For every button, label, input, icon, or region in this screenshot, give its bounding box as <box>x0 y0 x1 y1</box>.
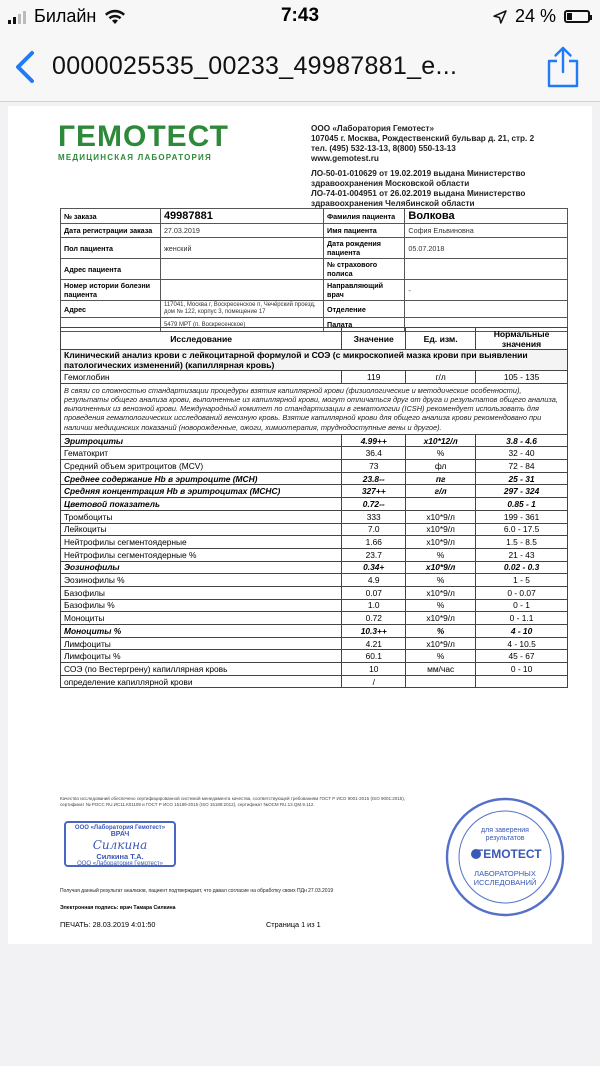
table-row <box>61 637 568 650</box>
result-value: 60.1 <box>342 650 406 663</box>
sex-label: Пол пациента <box>61 238 161 259</box>
history-label: Номер истории болезни пациента <box>61 280 161 301</box>
result-value: 1.0 <box>342 599 406 612</box>
table-row <box>61 460 568 473</box>
result-value: 333 <box>342 510 406 523</box>
result-name: Эозинофилы <box>61 561 342 574</box>
location-arrow-icon <box>493 10 507 24</box>
results-header-row <box>61 328 568 350</box>
result-unit: пг <box>406 472 476 485</box>
patient-address-value <box>160 259 323 280</box>
registration-label: Дата регистрации заказа <box>61 224 161 238</box>
result-unit: % <box>406 625 476 638</box>
info-row <box>61 301 568 318</box>
lab-phone: тел. (495) 532-13-13, 8(800) 550-13-13 <box>311 144 456 153</box>
document-page[interactable] <box>8 106 592 944</box>
result-value: 4.21 <box>342 637 406 650</box>
result-value: 0.72-- <box>342 498 406 511</box>
result-unit: x10*9/л <box>406 612 476 625</box>
result-norm: 199 - 361 <box>476 510 568 523</box>
consent-text: Получая данный результат анализов, пациент подтверждает, что давал согласие на обработку своих ПДн 27.03.2019 <box>60 888 334 894</box>
result-value: 119 <box>342 371 406 384</box>
result-norm: 72 - 84 <box>476 460 568 473</box>
result-unit: x10*12/л <box>406 434 476 447</box>
result-name: Гемоглобин <box>61 371 342 384</box>
note-row <box>61 383 568 434</box>
info-row <box>61 224 568 238</box>
result-unit: % <box>406 650 476 663</box>
table-row <box>61 447 568 460</box>
result-unit <box>406 675 476 688</box>
result-name: Нейтрофилы сегментоядерные <box>61 536 342 549</box>
result-value: / <box>342 675 406 688</box>
info-row <box>61 209 568 224</box>
extra-value: 5479 МРТ (п. Воскресенское) <box>160 318 323 332</box>
result-norm: 45 - 67 <box>476 650 568 663</box>
patient-address-label: Адрес пациента <box>61 259 161 280</box>
seal-line-4: ИССЛЕДОВАНИЙ <box>473 878 537 887</box>
result-name: Моноциты % <box>61 625 342 638</box>
license-2b: здравоохранения Челябинской области <box>311 199 475 208</box>
result-value: 7.0 <box>342 523 406 536</box>
stamp-doctor-name: Силкина Т.А. <box>96 852 144 861</box>
result-norm: 1 - 5 <box>476 574 568 587</box>
result-name: Среднее содержание Hb в эритроците (MCH) <box>61 472 342 485</box>
result-value: 4.9 <box>342 574 406 587</box>
table-row <box>61 371 568 384</box>
battery-icon <box>564 10 590 23</box>
result-unit: x10*9/л <box>406 637 476 650</box>
result-name: Лимфоциты <box>61 637 342 650</box>
lab-seal <box>444 796 566 918</box>
page-counter: Страница 1 из 1 <box>266 920 321 929</box>
result-name: Лимфоциты % <box>61 650 342 663</box>
result-norm <box>476 675 568 688</box>
result-norm: 3.8 - 4.6 <box>476 434 568 447</box>
info-row <box>61 238 568 259</box>
table-row <box>61 612 568 625</box>
result-norm: 105 - 135 <box>476 371 568 384</box>
ward-label: Палата <box>324 318 405 332</box>
lab-name: ООО «Лаборатория Гемотест» <box>311 124 435 133</box>
result-norm: 0 - 0.07 <box>476 586 568 599</box>
table-row <box>61 523 568 536</box>
print-timestamp: ПЕЧАТЬ: 28.03.2019 4:01:50 <box>60 920 156 929</box>
result-name: Нейтрофилы сегментоядерные % <box>61 548 342 561</box>
info-row <box>61 259 568 280</box>
result-unit: x10*9/л <box>406 536 476 549</box>
result-value: 1.66 <box>342 536 406 549</box>
surname-value: Волкова <box>405 209 568 224</box>
registration-value: 27.03.2019 <box>160 224 323 238</box>
seal-line-1: для заверения <box>481 827 529 834</box>
capillary-note: В связи со сложностью стандартизации процедуры взятия капиллярной крови (физиологические и методические особенности), результаты общего анализа крови, выполненные из капиллярной крови, могут отличаться друг от друга и результатов общего анализа, выполненных из венозной крови. Международный комитет по стандартизации в гематологии (ICSH) рекомендует использовать для проведения гематологических исследований венозную кровь. Взятие капиллярной крови для общего анализа крови рекомендовано при наличии медицинских показаний (новорожденные, ожоги, химиотерапия, труднодоступные вены и другое). <box>61 383 568 434</box>
policy-value <box>405 259 568 280</box>
back-chevron-icon[interactable] <box>12 50 38 84</box>
table-row <box>61 625 568 638</box>
stamp-org-top: ООО «Лаборатория Гемотест» <box>74 825 166 831</box>
result-value: 4.99++ <box>342 434 406 447</box>
result-name: Средний объем эритроцитов (MCV) <box>61 460 342 473</box>
col-norm: Нормальные значения <box>476 328 568 350</box>
table-row <box>61 599 568 612</box>
result-name: Эритроциты <box>61 434 342 447</box>
result-name: Эозинофилы % <box>61 574 342 587</box>
result-value: 0.07 <box>342 586 406 599</box>
result-norm: 0.85 - 1 <box>476 498 568 511</box>
result-name: СОЭ (по Вестергрену) капиллярная кровь <box>61 663 342 676</box>
dob-label: Дата рождения пациента <box>324 238 405 259</box>
seal-brand: ГЕМОТЕСТ <box>476 847 542 861</box>
stamp-org-bottom: ООО «Лаборатория Гемотест» <box>77 861 163 867</box>
license-1b: здравоохранения Московской области <box>311 179 470 188</box>
result-value: 23.8-- <box>342 472 406 485</box>
result-unit: г/л <box>406 485 476 498</box>
col-test: Исследование <box>61 328 342 350</box>
dob-value: 05.07.2018 <box>405 238 568 259</box>
stamp-role: ВРАЧ <box>110 831 130 838</box>
results-table <box>60 327 568 688</box>
result-norm: 4 - 10 <box>476 625 568 638</box>
result-unit: мм/час <box>406 663 476 676</box>
table-row <box>61 434 568 447</box>
name-value: София Ельвиновна <box>405 224 568 238</box>
sex-value: женский <box>160 238 323 259</box>
lab-site: www.gemotest.ru <box>311 154 379 163</box>
result-norm: 0.02 - 0.3 <box>476 561 568 574</box>
status-bar <box>0 0 600 34</box>
battery-percent: 24 % <box>514 6 556 26</box>
result-value: 36.4 <box>342 447 406 460</box>
department-value <box>405 301 568 318</box>
result-value: 0.72 <box>342 612 406 625</box>
doctor-value: - <box>405 280 568 301</box>
table-row <box>61 498 568 511</box>
result-value: 23.7 <box>342 548 406 561</box>
result-unit: x10*9/л <box>406 586 476 599</box>
result-norm: 0 - 1.1 <box>476 612 568 625</box>
result-name: Тромбоциты <box>61 510 342 523</box>
logo-subtitle: МЕДИЦИНСКАЯ ЛАБОРАТОРИЯ <box>58 153 212 162</box>
table-row <box>61 472 568 485</box>
license-2a: ЛО-74-01-004951 от 26.02.2019 выдана Министерство <box>311 189 526 198</box>
order-label: № заказа <box>61 209 161 224</box>
result-value: 10.3++ <box>342 625 406 638</box>
results-body <box>61 350 568 688</box>
order-value: 49987881 <box>160 209 323 224</box>
result-unit: % <box>406 574 476 587</box>
result-unit: % <box>406 548 476 561</box>
table-row <box>61 510 568 523</box>
address-label: Адрес <box>61 301 161 318</box>
lab-address: 107045 г. Москва, Рождественский бульвар д. 21, стр. 2 <box>311 134 535 143</box>
seal-line-2: результатов <box>485 835 525 842</box>
gemotest-logo <box>58 122 229 162</box>
logo-name: ГЕМОТЕСТ <box>58 120 229 153</box>
result-norm: 0 - 1 <box>476 599 568 612</box>
result-norm: 4 - 10.5 <box>476 637 568 650</box>
result-unit: x10*9/л <box>406 523 476 536</box>
surname-label: Фамилия пациента <box>324 209 405 224</box>
result-value: 10 <box>342 663 406 676</box>
result-name: Базофилы % <box>61 599 342 612</box>
table-row <box>61 650 568 663</box>
electronic-signature: Электронная подпись: врач Тамара Силкина <box>60 905 176 911</box>
result-name: Гематокрит <box>61 447 342 460</box>
clock: 7:43 <box>280 5 320 26</box>
result-unit <box>406 498 476 511</box>
table-row <box>61 675 568 688</box>
patient-info-table <box>60 208 568 332</box>
doctor-label: Направляющий врач <box>324 280 405 301</box>
quality-certificate-text: Качество исследований обеспечено сертифицированной системой менеджмента качества, соответствующей требованиям ГОСТ Р ИСО 9001-2015 (ISO 9001:2015), сертификат № РОСС RU.ИС11.К01109 и ГОСТ Р ИСО 15189-2015 (ISO 15189:2012), сертификат №ОСМ RU.13.QМ.9.112. <box>60 796 405 807</box>
department-label: Отделение <box>324 301 405 318</box>
result-value: 327++ <box>342 485 406 498</box>
col-value: Значение <box>342 328 406 350</box>
share-icon[interactable] <box>546 46 580 88</box>
result-norm: 25 - 31 <box>476 472 568 485</box>
col-unit: Ед. изм. <box>406 328 476 350</box>
policy-label: № страхового полиса <box>324 259 405 280</box>
navigation-bar <box>0 34 600 102</box>
info-row <box>61 280 568 301</box>
lab-details <box>311 124 534 209</box>
table-row <box>61 574 568 587</box>
license-1a: ЛО-50-01-010629 от 19.02.2019 выдана Министерство <box>311 169 526 178</box>
result-value: 73 <box>342 460 406 473</box>
result-unit: г/л <box>406 371 476 384</box>
result-norm: 1.5 - 8.5 <box>476 536 568 549</box>
result-norm: 32 - 40 <box>476 447 568 460</box>
history-value <box>160 280 323 301</box>
result-unit: x10*9/л <box>406 510 476 523</box>
result-unit: % <box>406 599 476 612</box>
name-label: Имя пациента <box>324 224 405 238</box>
result-name: Средняя концентрация Hb в эритроцитах (MCHC) <box>61 485 342 498</box>
stamp-signature: Силкина <box>92 838 148 852</box>
table-row <box>61 485 568 498</box>
result-unit: фл <box>406 460 476 473</box>
table-row <box>61 548 568 561</box>
address-value: 117041, Москва г, Воскресенское п, Чечёрский проезд, дом № 122, корпус 3, помещение 17 <box>160 301 323 318</box>
result-norm: 21 - 43 <box>476 548 568 561</box>
result-norm: 6.0 - 17.5 <box>476 523 568 536</box>
result-unit: x10*9/л <box>406 561 476 574</box>
result-norm: 297 - 324 <box>476 485 568 498</box>
table-row <box>61 536 568 549</box>
doctor-stamp <box>64 821 176 867</box>
table-row <box>61 561 568 574</box>
carrier-label: Билайн <box>34 6 97 26</box>
result-name: Лейкоциты <box>61 523 342 536</box>
result-name: Цветовой показатель <box>61 498 342 511</box>
result-name: определение капиллярной крови <box>61 675 342 688</box>
result-name: Моноциты <box>61 612 342 625</box>
status-right <box>493 6 590 27</box>
result-name: Базофилы <box>61 586 342 599</box>
section-title: Клинический анализ крови с лейкоцитарной формулой и СОЭ (с микроскопией мазка крови при выявлении патологических изменений) (капиллярная кровь) <box>61 350 568 371</box>
result-unit: % <box>406 447 476 460</box>
table-row <box>61 663 568 676</box>
table-row <box>61 586 568 599</box>
section-row <box>61 350 568 371</box>
document-title: 0000025535_00233_49987881_e... <box>52 52 458 80</box>
result-value: 0.34+ <box>342 561 406 574</box>
result-norm: 0 - 10 <box>476 663 568 676</box>
seal-line-3: ЛАБОРАТОРНЫХ <box>474 869 536 878</box>
